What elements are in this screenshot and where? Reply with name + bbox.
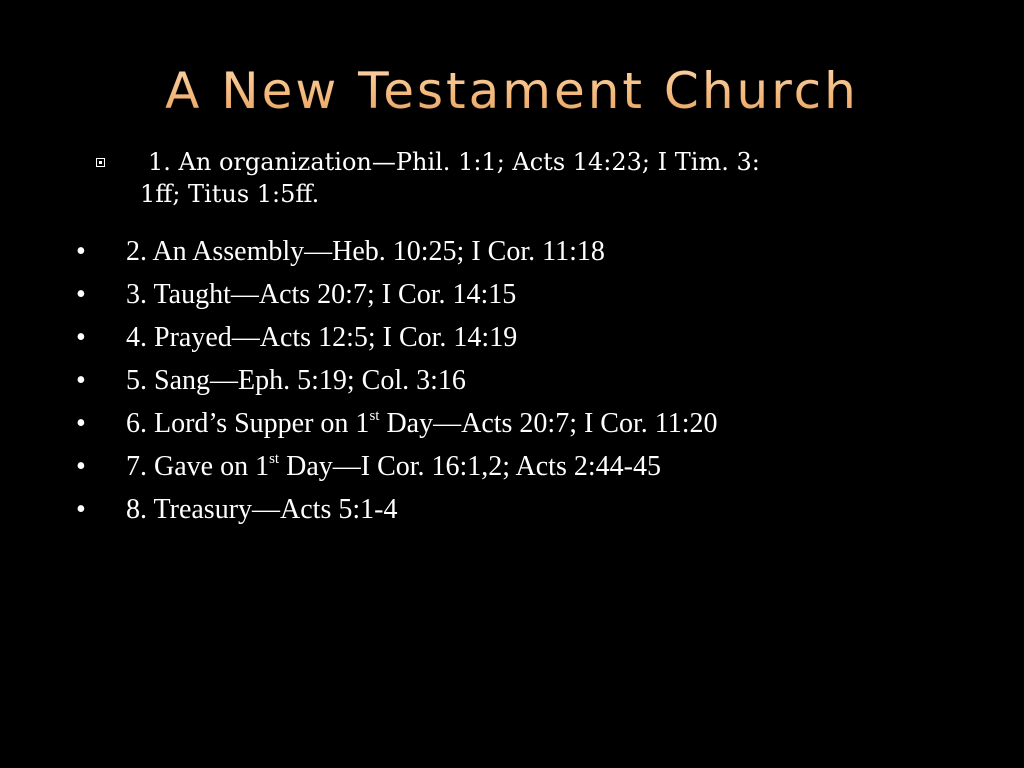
list-item-text: 2. An Assembly—Heb. 10:25; I Cor. 11:18	[126, 236, 605, 267]
list-item	[76, 273, 976, 316]
list-item-text: 3. Taught—Acts 20:7; I Cor. 14:15	[126, 279, 517, 310]
list-item-text-line1: 1. An organization—Phil. 1:1; Acts 14:23; I Tim. 3:	[148, 148, 760, 176]
list-item	[76, 359, 976, 402]
bullet-icon: •	[76, 279, 86, 310]
square-bullet-icon	[96, 158, 105, 167]
list-item	[76, 488, 976, 531]
bullet-icon: •	[76, 322, 86, 353]
slide-title: A New Testament Church	[0, 56, 1024, 126]
list-item-text: 8. Treasury—Acts 5:1-4	[126, 494, 398, 525]
bullet-list	[76, 230, 976, 531]
list-item	[76, 402, 976, 445]
list-item-organization	[96, 146, 916, 210]
bullet-icon: •	[76, 408, 86, 439]
list-item	[76, 316, 976, 359]
list-item-text: 6. Lord’s Supper on 1	[126, 408, 370, 439]
ordinal-suffix: st	[269, 451, 280, 467]
list-item-text-rest: Day—Acts 20:7; I Cor. 11:20	[379, 408, 718, 439]
ordinal-suffix: st	[369, 408, 380, 424]
bullet-icon: •	[76, 451, 86, 482]
list-item-text: 5. Sang—Eph. 5:19; Col. 3:16	[126, 365, 466, 396]
bullet-icon: •	[76, 236, 86, 267]
list-item-text: 7. Gave on 1	[126, 451, 270, 482]
list-item-text-line2: 1ff; Titus 1:5ff.	[140, 180, 320, 208]
bullet-icon: •	[76, 365, 86, 396]
list-item-text-rest: Day—I Cor. 16:1,2; Acts 2:44-45	[279, 451, 661, 482]
bullet-icon: •	[76, 494, 86, 525]
list-item	[76, 230, 976, 273]
list-item	[76, 445, 976, 488]
list-item-text: 4. Prayed—Acts 12:5; I Cor. 14:19	[126, 322, 518, 353]
